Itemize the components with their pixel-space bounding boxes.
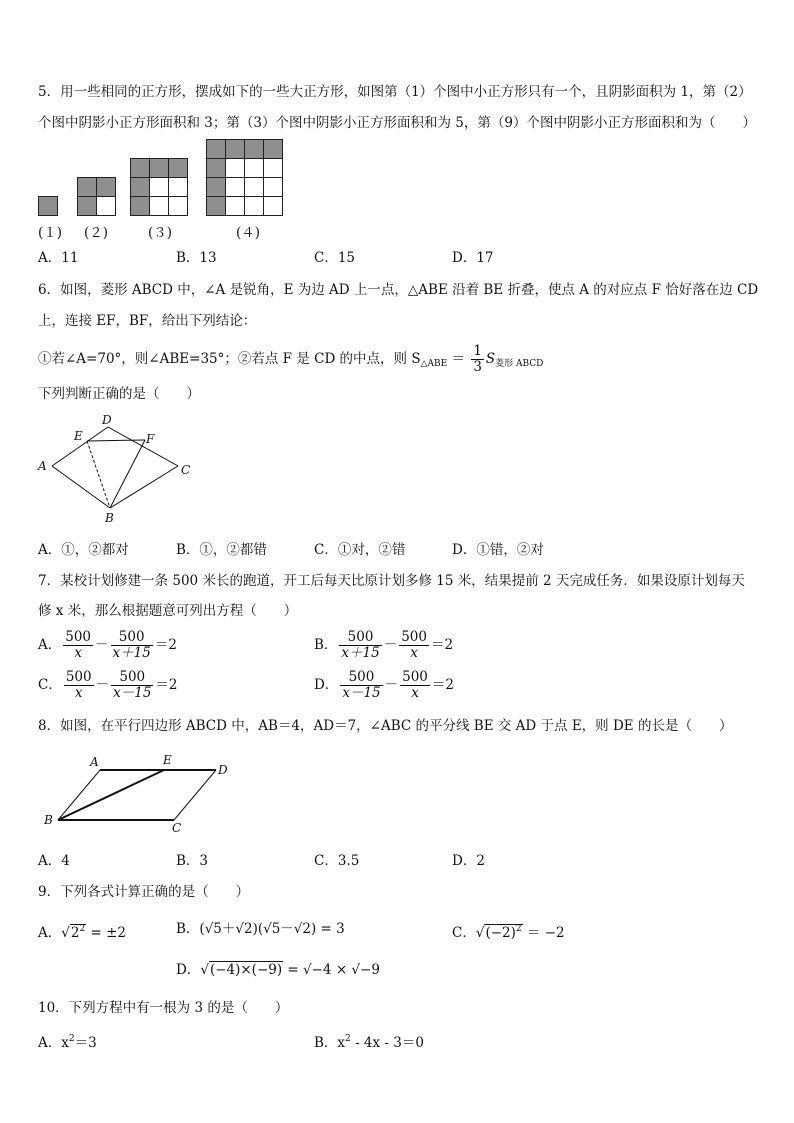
q6-line1: 6．如图，菱形 ABCD 中，∠A 是锐角，E 为边 AD 上一点，△ABE 沿着 BE 折叠，使点 A 的对应点 F 恰好落在边 CD [38, 282, 759, 298]
q6-conclusions [38, 340, 543, 383]
q10-option-b[interactable]: B．$x^2 - 4x - 3=0$ [314, 1034, 424, 1051]
q9-option-b[interactable]: B．(√5＋√2)(√5－√2) = 3 [176, 921, 345, 937]
q8-option-c[interactable]: C．3.5 [314, 853, 360, 869]
q6-point-d: D [102, 413, 112, 427]
q5-option-a[interactable]: A．11 [38, 250, 79, 266]
q6-sub-abe: △ABE [420, 359, 448, 369]
q9-option-c[interactable]: C．$√(-2)^2 = -2$ [452, 924, 565, 941]
q5-label-4: (４) [236, 225, 261, 241]
q9-option-d[interactable]: D．√(−4)×(−9) = √−4 × √−9 [176, 962, 380, 978]
q8-point-c: C [172, 821, 182, 835]
q10-option-a[interactable]: A．$x^2=3$ [38, 1034, 97, 1051]
q5-option-d[interactable]: D．17 [452, 250, 494, 266]
q8-option-a[interactable]: A．4 [38, 853, 70, 869]
q8-option-b[interactable]: B．3 [176, 853, 209, 869]
q6-sub-rhombus: 菱形 ABCD [495, 359, 544, 369]
q6-option-d[interactable]: D．①错，②对 [452, 542, 544, 558]
q6-point-b: B [105, 511, 114, 525]
q6-point-a: A [38, 459, 47, 473]
q6-equals: ＝ [451, 351, 466, 367]
q7-line1: 7．某校计划修建一条 500 米长的跑道，开工后每天比原计划多修 15 米，结果提前 2 天完成任务．如果设原计划每天 [38, 573, 745, 589]
q6-line2: 上，连接 EF，BF，给出下列结论： [38, 313, 257, 329]
q6-s: S [485, 351, 496, 367]
q7-line2: 修 x 米，那么根据题意可列出方程（ ） [38, 603, 298, 619]
q5-line1: 5．用一些相同的正方形，摆成如下的一些大正方形，如图第（1）个图中小正方形只有一个，且阴影面积为 1，第（2） [38, 84, 752, 100]
q6-fraction: $\frac{1}{3}$ [473, 343, 482, 375]
q7-option-b[interactable]: B． $\frac{500}{x+15}$ － $\frac{500}{x}$ ＝2 [314, 629, 454, 661]
q5-option-b[interactable]: B．13 [176, 250, 217, 266]
q8-point-d: D [218, 763, 228, 777]
q8-line1: 8．如图，在平行四边形 ABCD 中，AB＝4，AD＝7，∠ABC 的平分线 BE 交 AD 于点 E，则 DE 的长是（ ） [38, 718, 733, 734]
q8-point-a: A [90, 755, 99, 769]
q6-option-b[interactable]: B．①，②都错 [176, 542, 267, 558]
q7-option-c[interactable]: C． $\frac{500}{x}$ － $\frac{500}{x-15}$ ＝2 [38, 669, 178, 701]
q9-option-a[interactable]: A．$√2^2 = \pm 2$ [38, 924, 126, 941]
q5-line2: 个图中阴影小正方形面积和 3；第（3）个图中阴影小正方形面积和为 5，第（9）个图中阴影小正方形面积和为（ ） [38, 115, 756, 131]
q6-rhombus-diagram [30, 408, 210, 533]
q10-line1: 10．下列方程中有一根为 3 的是（ ） [38, 1000, 289, 1016]
q8-parallelogram-diagram [30, 750, 250, 838]
q5-label-3: (３) [148, 225, 173, 241]
q6-point-c: C [181, 463, 191, 477]
q6-conclusions-text: ①若∠A=70°，则∠ABE=35°；②若点 F 是 CD 的中点，则 S [38, 351, 421, 367]
q7-option-d[interactable]: D． $\frac{500}{x-15}$ － $\frac{500}{x}$ ＝2 [314, 669, 454, 701]
q8-point-b: B [44, 813, 53, 827]
q6-option-a[interactable]: A．①，②都对 [38, 542, 129, 558]
q9-line1: 9．下列各式计算正确的是（ ） [38, 884, 250, 900]
q6-point-f: F [146, 432, 155, 446]
q8-point-e: E [163, 753, 172, 767]
q5-label-2: (２) [84, 225, 109, 241]
q8-option-d[interactable]: D．2 [452, 853, 485, 869]
q6-option-c[interactable]: C．①对，②错 [314, 542, 406, 558]
q5-option-c[interactable]: C．15 [314, 250, 356, 266]
q6-prompt: 下列判断正确的是（ ） [38, 386, 200, 402]
q6-point-e: E [74, 429, 83, 443]
q5-label-1: (１) [38, 225, 63, 241]
q7-option-a[interactable]: A． $\frac{500}{x}$ － $\frac{500}{x+15}$ ＝2 [38, 629, 177, 661]
